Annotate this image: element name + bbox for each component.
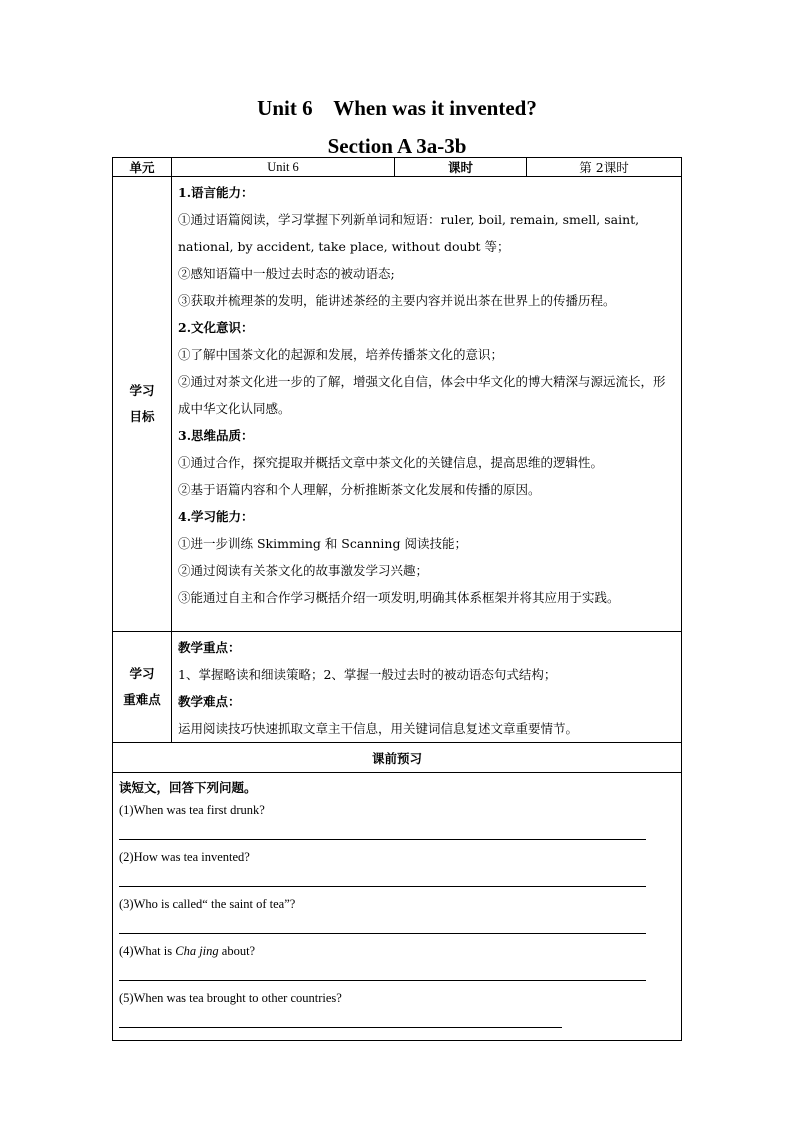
goal-item: ①进一步训练 Skimming 和 Scanning 阅读技能；: [178, 536, 467, 551]
period-value: 第 2课时: [527, 158, 682, 177]
question-item: [119, 846, 675, 887]
goal-heading: 2.文化意识：: [178, 320, 254, 335]
question-text: (2)How was tea invented?: [119, 850, 250, 864]
goal-item: ②通过对茶文化进一步的了解，增强文化自信，体会中华文化的博大精深与源远流长，形成中华文化认同感。: [178, 374, 666, 416]
question-text: (4)What is Cha jing about?: [119, 944, 256, 958]
unit-label: 单元: [113, 158, 172, 177]
keypoints-row: [113, 632, 682, 743]
question-item: [119, 799, 675, 840]
preview-content: [113, 773, 682, 1041]
preview-title-row: [113, 743, 682, 773]
goals-content: [172, 177, 682, 632]
difficulty-text: 运用阅读技巧快速抓取文章主干信息，用关键词信息复述文章重要情节。: [178, 721, 579, 736]
difficulty-title: 教学难点：: [178, 694, 241, 709]
goal-item: ②通过阅读有关茶文化的故事激发学习兴趣；: [178, 563, 429, 578]
goal-heading: 3.思维品质：: [178, 428, 254, 443]
keypoints-content: [172, 632, 682, 743]
goal-item: ①通过语篇阅读，学习掌握下列新单词和短语：ruler, boil, remain, smell, saint, national, by accident, take place, without doubt 等；: [178, 212, 640, 254]
answer-line[interactable]: [119, 821, 646, 840]
question-item: [119, 987, 675, 1028]
preview-title: 课前预习: [113, 743, 682, 773]
goal-item: ③获取并梳理茶的发明，能讲述茶经的主要内容并说出茶在世界上的传播历程。: [178, 293, 616, 308]
preview-instruction: 读短文，回答下列问题。: [119, 780, 257, 795]
lesson-plan-table: [112, 157, 682, 1041]
goal-item: ②感知语篇中一般过去时态的被动语态;: [178, 266, 395, 281]
period-label: 课时: [395, 158, 527, 177]
question-item: [119, 893, 675, 934]
preview-row: [113, 773, 682, 1041]
page-title: Unit 6 When was it invented?: [257, 96, 537, 120]
goal-item: ①通过合作，探究提取并概括文章中茶文化的关键信息，提高思维的逻辑性。: [178, 455, 604, 470]
goals-label-line1: 学习: [129, 383, 155, 398]
goals-label-line2: 目标: [129, 409, 155, 424]
goal-item: ③能通过自主和合作学习概括介绍一项发明,明确其体系框架并将其应用于实践。: [178, 590, 620, 605]
answer-line[interactable]: [119, 1009, 562, 1028]
header-row: [113, 158, 682, 177]
goal-item: ②基于语篇内容和个人理解，分析推断茶文化发展和传播的原因。: [178, 482, 541, 497]
question-text: (1)When was tea first drunk?: [119, 803, 265, 817]
question-text: (3)Who is called“ the saint of tea”?: [119, 897, 296, 911]
goal-item: ①了解中国茶文化的起源和发展，培养传播茶文化的意识；: [178, 347, 504, 362]
answer-line[interactable]: [119, 868, 646, 887]
focus-text: 1、掌握略读和细读策略；2、掌握一般过去时的被动语态句式结构；: [178, 667, 557, 682]
goals-label: [113, 177, 172, 632]
unit-value: Unit 6: [172, 158, 395, 177]
keypoints-label: [113, 632, 172, 743]
question-item: [119, 940, 675, 981]
keypoints-label-line2: 重难点: [123, 692, 161, 707]
answer-line[interactable]: [119, 962, 646, 981]
page-subtitle: Section A 3a-3b: [327, 134, 467, 158]
answer-line[interactable]: [119, 915, 646, 934]
goal-heading: 1.语言能力：: [178, 185, 254, 200]
goal-heading: 4.学习能力：: [178, 509, 254, 524]
focus-title: 教学重点：: [178, 640, 241, 655]
question-text: (5)When was tea brought to other countries?: [119, 991, 342, 1005]
goals-row: [113, 177, 682, 632]
keypoints-label-line1: 学习: [129, 666, 155, 681]
